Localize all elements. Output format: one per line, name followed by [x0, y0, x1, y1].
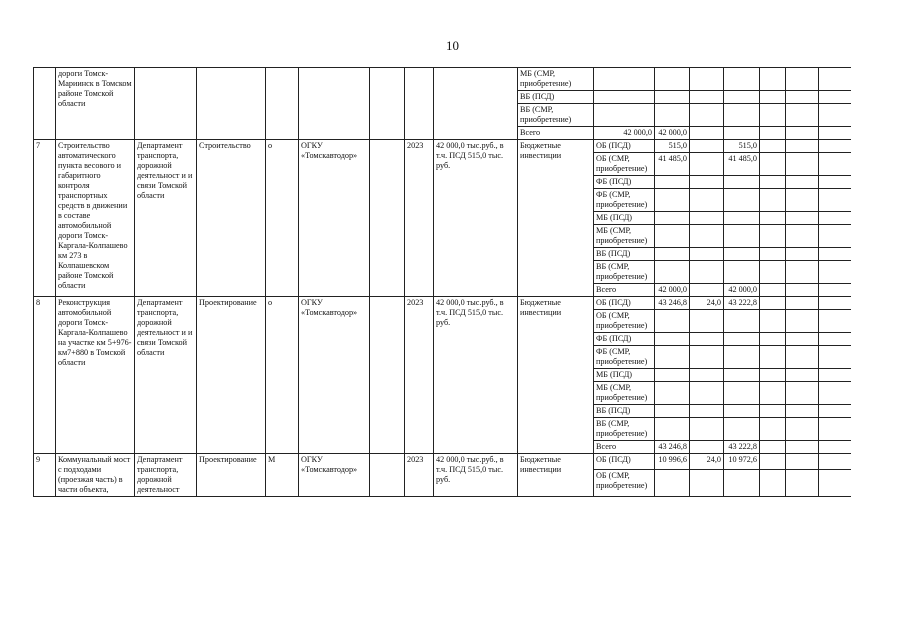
empty-cell [786, 189, 819, 212]
empty-cell [819, 418, 852, 441]
empty-cell [786, 333, 819, 346]
empty-cell [819, 189, 852, 212]
amount-year1-cell [690, 248, 724, 261]
empty-cell [760, 333, 786, 346]
object-name-cell: Коммунальный мост с подходами (проезжая часть) в части объекта, [56, 454, 135, 497]
empty-cell [786, 382, 819, 405]
cost-cell: 42 000,0 тыс.руб., в т.ч. ПСД 515,0 тыс. руб. [434, 297, 518, 454]
empty-cell [786, 369, 819, 382]
empty-cell [760, 441, 786, 454]
amount-year2-cell: 42 000,0 [724, 284, 760, 297]
funding-source-label: ВБ (ПСД) [594, 248, 655, 261]
funding-source-label: ФБ (ПСД) [594, 176, 655, 189]
object-name-cell: Реконструкция автомобильной дороги Томск-Каргала-Колпашево на участке км 5+976-км7+880 в Томской области [56, 297, 135, 454]
empty-cell [786, 248, 819, 261]
amount-year2-cell [690, 127, 724, 140]
funding-source-label: ФБ (СМР, приобретение) [594, 189, 655, 212]
cost-cell: 42 000,0 тыс.руб., в т.ч. ПСД 515,0 тыс. руб. [434, 454, 518, 497]
amount-year2-cell [690, 104, 724, 127]
empty-cell [786, 284, 819, 297]
year-cell: 2023 [405, 454, 434, 497]
empty-cell [135, 68, 197, 140]
amount-total-cell [655, 382, 690, 405]
amount-year2-cell: 515,0 [724, 140, 760, 153]
empty-cell [760, 284, 786, 297]
object-name-cell: Строительство автоматического пункта весового и габаритного контроля транспортных средств в движении в составе автомобильной дороги Томск-Каргала-Колпашево км 273 в Колпашевском районе Томской области [56, 140, 135, 297]
amount-year1-cell [690, 333, 724, 346]
department-cell: Департамент транспорта, дорожной деятельност и и связи Томской области [135, 297, 197, 454]
amount-total-cell: 515,0 [655, 140, 690, 153]
empty-cell [786, 469, 819, 496]
empty-cell [819, 91, 852, 104]
empty-cell [760, 382, 786, 405]
empty-cell [786, 225, 819, 248]
empty-cell [786, 441, 819, 454]
amount-year2-cell: 41 485,0 [724, 153, 760, 176]
table-row [34, 140, 852, 153]
empty-cell [819, 176, 852, 189]
empty-cell [760, 104, 786, 127]
amount-year1-cell [690, 153, 724, 176]
empty-cell [370, 68, 405, 140]
row-number-cell: 9 [34, 454, 56, 497]
funding-source-label: МБ (ПСД) [594, 369, 655, 382]
object-name-cell: дороги Томск-Мариинск в Томском районе Томской области [56, 68, 135, 140]
amount-year1-cell [690, 284, 724, 297]
table-body [34, 68, 852, 497]
funding-source-label: МБ (СМР, приобретение) [594, 382, 655, 405]
empty-cell [197, 68, 266, 140]
empty-cell [786, 297, 819, 310]
funding-source-label: ОБ (ПСД) [594, 140, 655, 153]
empty-cell [786, 104, 819, 127]
amount-year2-cell [724, 261, 760, 284]
row-number-cell: 7 [34, 140, 56, 297]
amount-year1-cell [690, 140, 724, 153]
empty-cell [819, 140, 852, 153]
amount-total-cell: 41 485,0 [655, 153, 690, 176]
amount-year2-cell [690, 68, 724, 91]
amount-total-cell [655, 333, 690, 346]
empty-cell [760, 212, 786, 225]
empty-cell [760, 261, 786, 284]
funding-source-label: МБ (ПСД) [594, 212, 655, 225]
empty-cell [819, 454, 852, 470]
empty-cell [760, 248, 786, 261]
empty-cell [760, 140, 786, 153]
funding-source-label: МБ (СМР, приобретение) [594, 225, 655, 248]
funding-source-label: ОБ (ПСД) [594, 454, 655, 470]
amount-year2-cell [724, 369, 760, 382]
empty-cell [724, 91, 760, 104]
empty-cell [760, 346, 786, 369]
amount-year2-cell [724, 405, 760, 418]
amount-year2-cell [724, 248, 760, 261]
amount-year2-cell [724, 176, 760, 189]
amount-year2-cell [724, 310, 760, 333]
empty-cell [760, 176, 786, 189]
empty-cell [760, 225, 786, 248]
empty-cell [819, 212, 852, 225]
amount-total-cell [594, 91, 655, 104]
empty-cell [760, 127, 786, 140]
department-cell: Департамент транспорта, дорожной деятельност [135, 454, 197, 497]
empty-cell [819, 225, 852, 248]
amount-year1-cell: 42 000,0 [655, 127, 690, 140]
amount-year2-cell [724, 418, 760, 441]
empty-cell [760, 153, 786, 176]
empty-cell [819, 68, 852, 91]
amount-total-cell [655, 189, 690, 212]
empty-cell [370, 454, 405, 497]
investment-type-cell: Бюджетные инвестиции [518, 297, 594, 454]
amount-year1-cell: 24,0 [690, 297, 724, 310]
amount-year1-cell: 24,0 [690, 454, 724, 470]
empty-cell [760, 405, 786, 418]
amount-year1-cell [690, 369, 724, 382]
amount-year1-cell [690, 176, 724, 189]
empty-cell [786, 212, 819, 225]
amount-total-cell [655, 469, 690, 496]
empty-cell [786, 176, 819, 189]
amount-year1-cell [690, 261, 724, 284]
amount-total-cell [655, 369, 690, 382]
empty-cell [786, 127, 819, 140]
empty-cell [266, 68, 299, 140]
empty-cell [819, 333, 852, 346]
amount-year1-cell [655, 104, 690, 127]
amount-year2-cell [724, 189, 760, 212]
empty-cell [819, 297, 852, 310]
amount-total-cell [655, 405, 690, 418]
category-cell: М [266, 454, 299, 497]
empty-cell [724, 127, 760, 140]
amount-total-cell [655, 310, 690, 333]
work-type-cell: Проектирование [197, 297, 266, 454]
funding-source-label: ФБ (СМР, приобретение) [594, 346, 655, 369]
funding-source-label: ВБ (ПСД) [594, 405, 655, 418]
funding-source-label: ОБ (СМР, приобретение) [594, 153, 655, 176]
empty-cell [760, 91, 786, 104]
funding-source-label: ВБ (ПСД) [518, 91, 594, 104]
amount-year1-cell [690, 189, 724, 212]
year-cell: 2023 [405, 297, 434, 454]
empty-cell [760, 418, 786, 441]
amount-total-cell: 43 246,8 [655, 441, 690, 454]
amount-year2-cell [724, 346, 760, 369]
funding-source-label: ВБ (СМР, приобретение) [594, 418, 655, 441]
amount-year1-cell [690, 310, 724, 333]
amount-year2-cell: 10 972,6 [724, 454, 760, 470]
amount-total-cell [655, 261, 690, 284]
customer-cell: ОГКУ «Томскавтодор» [299, 297, 370, 454]
empty-cell [786, 68, 819, 91]
empty-cell [370, 140, 405, 297]
work-type-cell: Проектирование [197, 454, 266, 497]
funding-source-label: ВБ (СМР, приобретение) [594, 261, 655, 284]
amount-year1-cell [690, 441, 724, 454]
amount-year1-cell [690, 346, 724, 369]
table-row [34, 68, 852, 91]
funding-source-label: Всего [594, 284, 655, 297]
empty-cell [786, 140, 819, 153]
investment-table [33, 67, 851, 497]
amount-year1-cell [690, 405, 724, 418]
empty-cell [724, 104, 760, 127]
funding-source-label: ОБ (ПСД) [594, 297, 655, 310]
amount-year2-cell: 43 222,8 [724, 297, 760, 310]
amount-total-cell [594, 68, 655, 91]
amount-year1-cell [690, 225, 724, 248]
empty-cell [819, 261, 852, 284]
empty-cell [760, 189, 786, 212]
investment-type-cell: Бюджетные инвестиции [518, 454, 594, 497]
empty-cell [786, 418, 819, 441]
amount-year2-cell: 43 222,8 [724, 441, 760, 454]
empty-cell [819, 441, 852, 454]
empty-cell [819, 284, 852, 297]
category-cell: о [266, 140, 299, 297]
amount-total-cell: 10 996,6 [655, 454, 690, 470]
cost-cell: 42 000,0 тыс.руб., в т.ч. ПСД 515,0 тыс. руб. [434, 140, 518, 297]
amount-year2-cell [724, 382, 760, 405]
empty-cell [434, 68, 518, 140]
empty-cell [760, 310, 786, 333]
funding-source-label: ОБ (СМР, приобретение) [594, 310, 655, 333]
row-number-cell [34, 68, 56, 140]
amount-year2-cell [724, 225, 760, 248]
year-cell: 2023 [405, 140, 434, 297]
funding-source-label: Всего [518, 127, 594, 140]
empty-cell [786, 310, 819, 333]
customer-cell: ОГКУ «Томскавтодор» [299, 140, 370, 297]
amount-total-cell: 42 000,0 [655, 284, 690, 297]
empty-cell [724, 68, 760, 91]
amount-year1-cell [655, 68, 690, 91]
table-row [34, 297, 852, 310]
funding-source-label: ОБ (СМР, приобретение) [594, 469, 655, 496]
empty-cell [786, 454, 819, 470]
empty-cell [370, 297, 405, 454]
investment-type-cell: Бюджетные инвестиции [518, 140, 594, 297]
empty-cell [819, 369, 852, 382]
empty-cell [819, 469, 852, 496]
amount-total-cell [594, 104, 655, 127]
amount-total-cell [655, 248, 690, 261]
amount-total-cell [655, 225, 690, 248]
amount-year1-cell [690, 382, 724, 405]
amount-year2-cell [690, 91, 724, 104]
empty-cell [760, 469, 786, 496]
funding-source-label: ВБ (СМР, приобретение) [518, 104, 594, 127]
empty-cell [819, 405, 852, 418]
amount-total-cell [655, 176, 690, 189]
empty-cell [405, 68, 434, 140]
empty-cell [760, 454, 786, 470]
funding-source-label: Всего [594, 441, 655, 454]
empty-cell [786, 346, 819, 369]
amount-year2-cell [724, 333, 760, 346]
empty-cell [760, 68, 786, 91]
row-number-cell: 8 [34, 297, 56, 454]
amount-total-cell [655, 346, 690, 369]
empty-cell [786, 405, 819, 418]
empty-cell [819, 382, 852, 405]
amount-total-cell: 42 000,0 [594, 127, 655, 140]
funding-source-label: МБ (СМР, приобретение) [518, 68, 594, 91]
amount-total-cell [655, 418, 690, 441]
amount-total-cell [655, 212, 690, 225]
empty-cell [819, 104, 852, 127]
work-type-cell: Строительство [197, 140, 266, 297]
page-number: 10 [446, 38, 459, 53]
empty-cell [819, 310, 852, 333]
amount-year1-cell [690, 469, 724, 496]
funding-source-label: ФБ (ПСД) [594, 333, 655, 346]
customer-cell: ОГКУ «Томскавтодор» [299, 454, 370, 497]
category-cell: о [266, 297, 299, 454]
amount-year1-cell [690, 212, 724, 225]
amount-year1-cell [690, 418, 724, 441]
amount-year1-cell [655, 91, 690, 104]
empty-cell [299, 68, 370, 140]
department-cell: Департамент транспорта, дорожной деятельност и и связи Томской области [135, 140, 197, 297]
empty-cell [819, 153, 852, 176]
empty-cell [786, 261, 819, 284]
investment-table-frame [33, 67, 851, 595]
empty-cell [819, 346, 852, 369]
amount-year2-cell [724, 469, 760, 496]
amount-year2-cell [724, 212, 760, 225]
amount-total-cell: 43 246,8 [655, 297, 690, 310]
empty-cell [786, 153, 819, 176]
empty-cell [760, 297, 786, 310]
empty-cell [786, 91, 819, 104]
table-row [34, 454, 852, 470]
empty-cell [819, 127, 852, 140]
empty-cell [760, 369, 786, 382]
empty-cell [819, 248, 852, 261]
